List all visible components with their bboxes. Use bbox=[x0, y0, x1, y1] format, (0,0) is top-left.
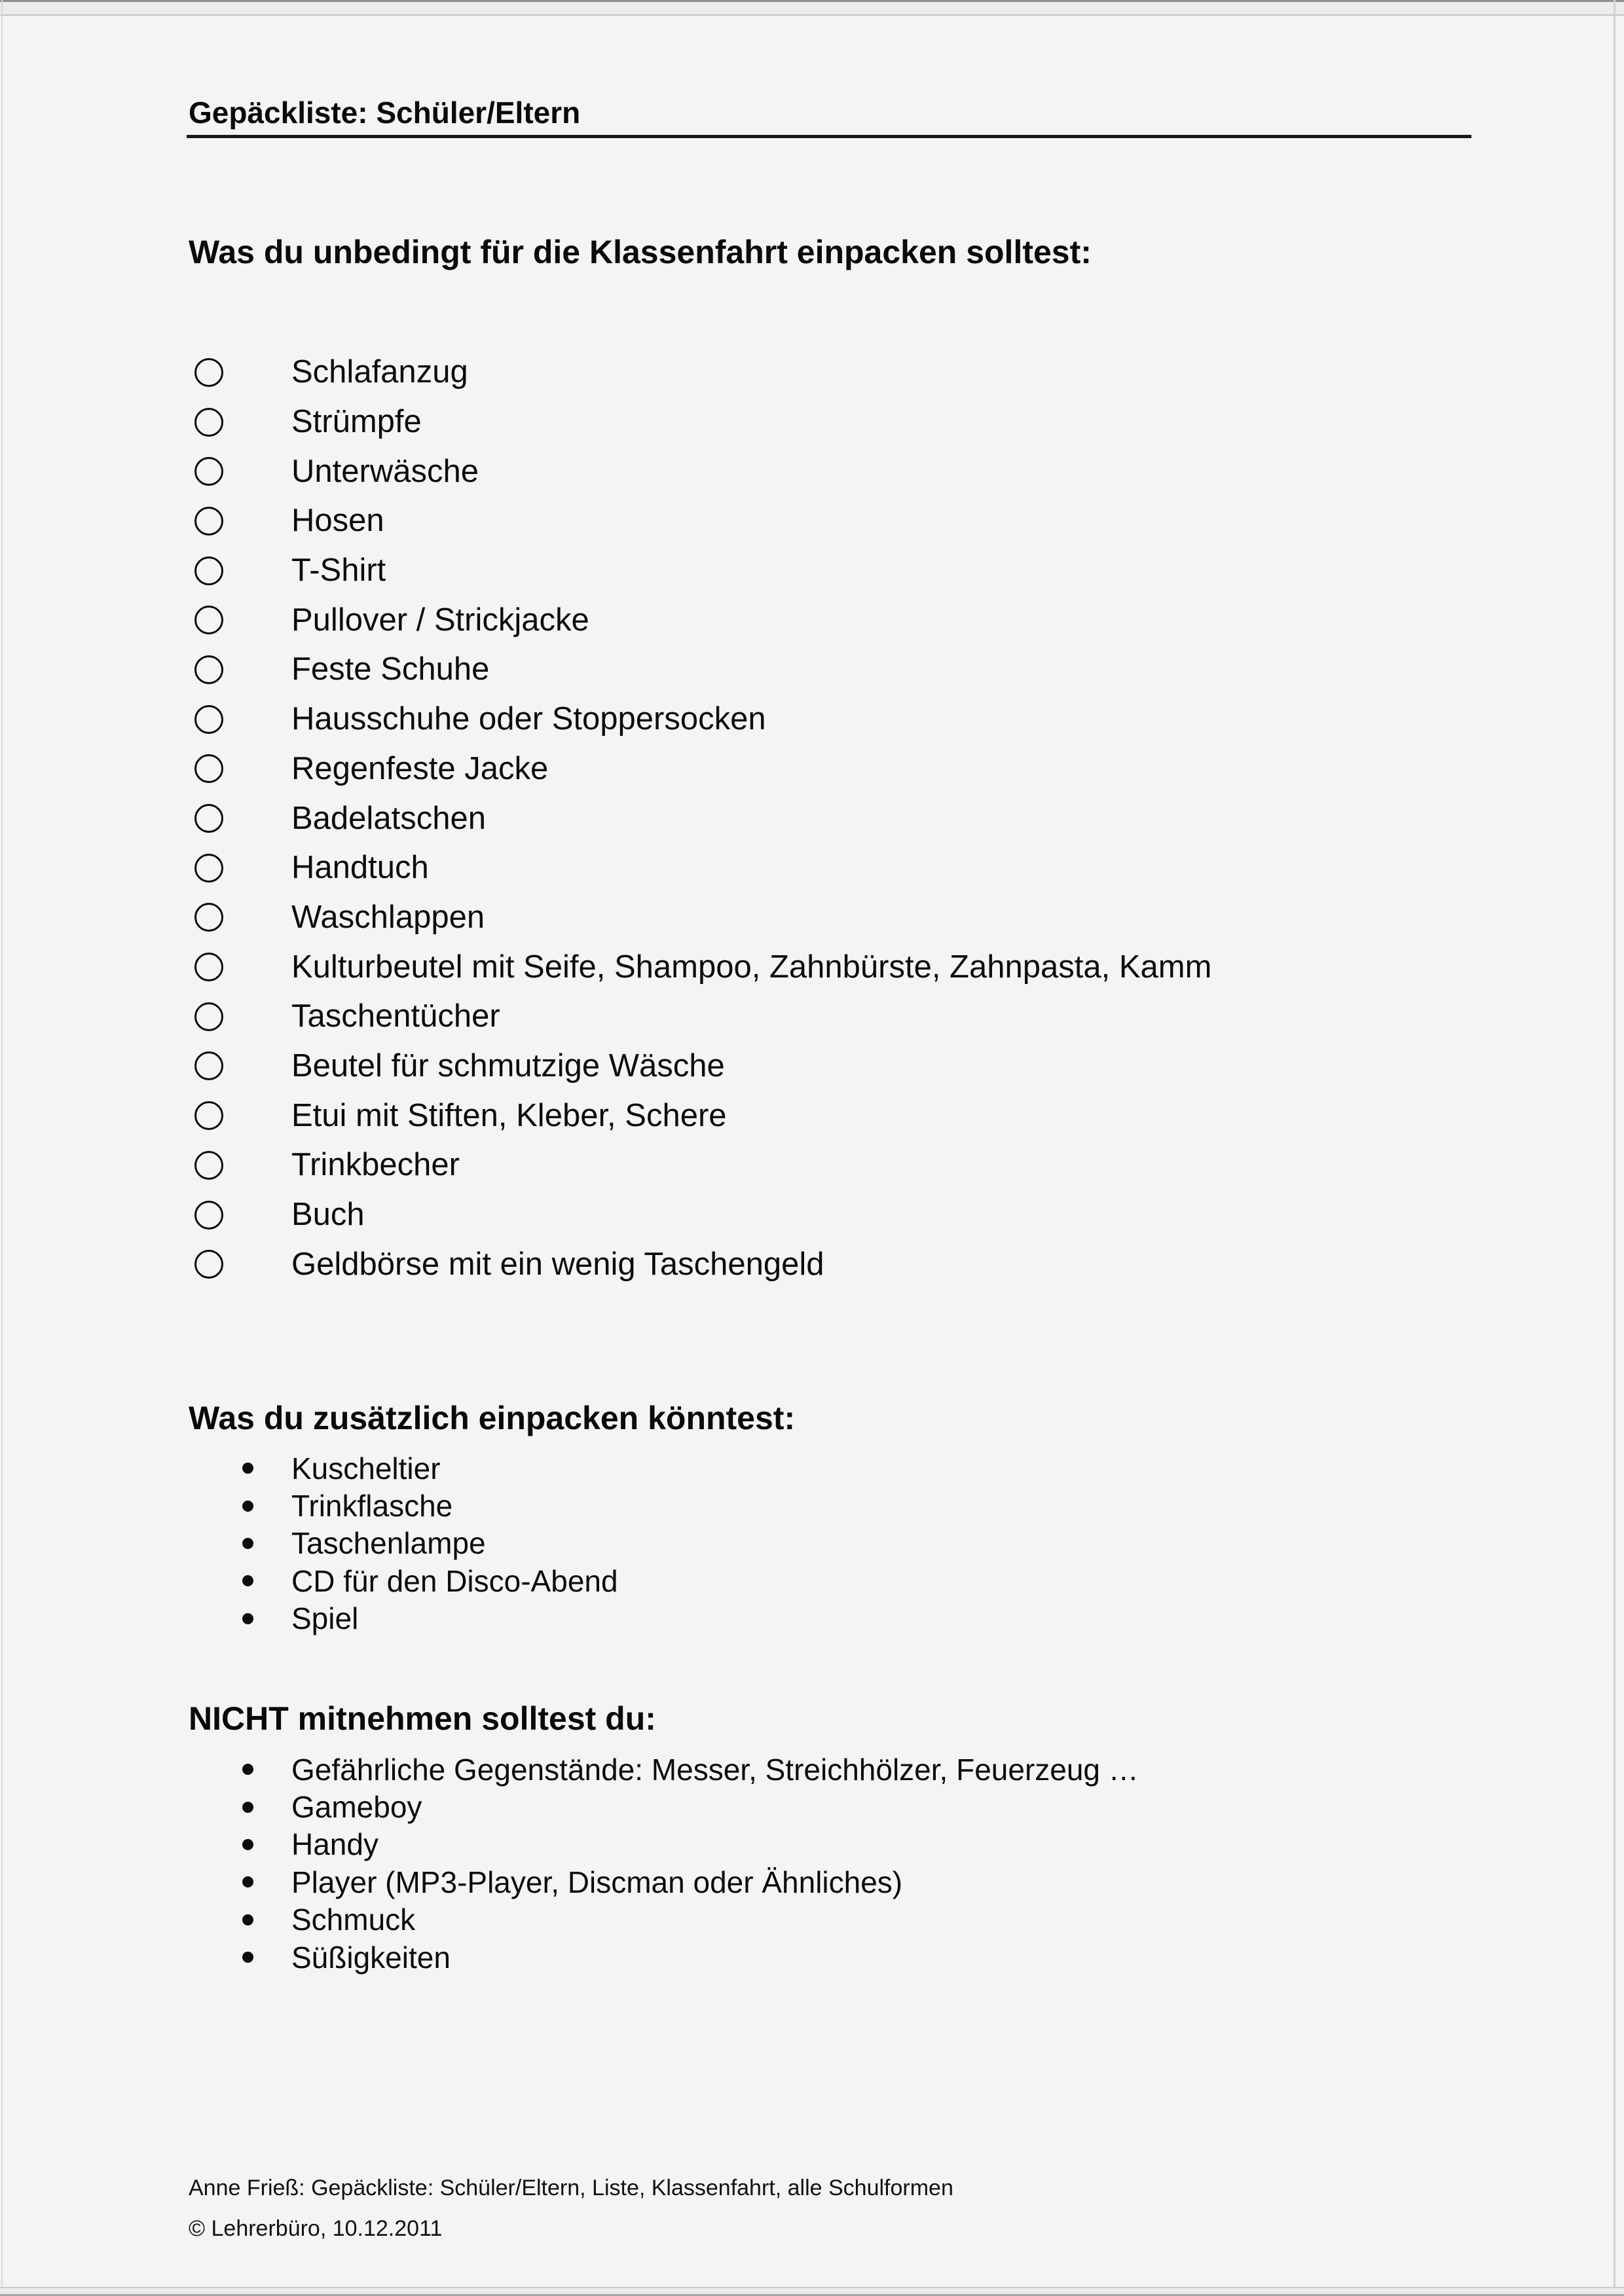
checklist-item-label: Geldbörse mit ein wenig Taschengeld bbox=[291, 1246, 824, 1282]
scan-left-edge bbox=[1, 0, 3, 2296]
bullet-item-label: Gameboy bbox=[291, 1790, 422, 1825]
scan-bottom-edge bbox=[0, 2287, 1624, 2296]
bullet-item-label: CD für den Disco-Abend bbox=[291, 1563, 618, 1598]
bullet-dot-icon bbox=[242, 1914, 253, 1925]
checkbox-circle-icon bbox=[194, 606, 223, 634]
bullet-dot-icon bbox=[242, 1463, 253, 1474]
checklist-item-label: Badelatschen bbox=[291, 800, 486, 836]
bullet-dot-icon bbox=[242, 1538, 253, 1549]
bullet-dot-icon bbox=[242, 1613, 253, 1624]
checklist-item-label: Taschentücher bbox=[291, 998, 500, 1034]
checklist-row bbox=[194, 793, 1504, 843]
checklist-item-label: Buch bbox=[291, 1197, 365, 1233]
bullet-list-row bbox=[242, 1449, 1486, 1487]
bullet-list-row bbox=[242, 1901, 1486, 1939]
checklist-row bbox=[194, 595, 1504, 645]
checklist-row bbox=[194, 695, 1504, 744]
checklist-item-label: Feste Schuhe bbox=[291, 651, 490, 687]
checklist-item-label: Kulturbeutel mit Seife, Shampoo, Zahnbürste, Zahnpasta, Kamm bbox=[291, 949, 1212, 985]
checklist-row bbox=[194, 744, 1504, 794]
footer-attribution: Anne Frieß: Gepäckliste: Schüler/Eltern, Liste, Klassenfahrt, alle Schulformen bbox=[189, 2176, 953, 2200]
checklist-row bbox=[194, 1091, 1504, 1140]
checkbox-circle-icon bbox=[194, 358, 223, 387]
bullet-list-row bbox=[242, 1600, 1486, 1637]
bullet-dot-icon bbox=[242, 1802, 253, 1813]
checklist-row bbox=[194, 843, 1504, 893]
scan-top-edge bbox=[0, 0, 1624, 16]
checklist-row bbox=[194, 446, 1504, 496]
checklist-row bbox=[194, 893, 1504, 943]
checkbox-circle-icon bbox=[194, 953, 223, 981]
checkbox-circle-icon bbox=[194, 507, 223, 536]
bullet-item-label: Handy bbox=[291, 1827, 378, 1862]
bullet-dot-icon bbox=[242, 1952, 253, 1963]
header-rule bbox=[187, 135, 1471, 138]
checkbox-circle-icon bbox=[194, 804, 223, 833]
bullet-list-row bbox=[242, 1826, 1486, 1863]
checklist-item-label: Regenfeste Jacke bbox=[291, 750, 549, 786]
checkbox-circle-icon bbox=[194, 1250, 223, 1279]
required-items-checklist bbox=[194, 348, 1504, 1289]
bullet-item-label: Gefährliche Gegenstände: Messer, Streichhölzer, Feuerzeug … bbox=[291, 1752, 1139, 1787]
checklist-item-label: Unterwäsche bbox=[291, 453, 479, 489]
checkbox-circle-icon bbox=[194, 854, 223, 883]
checkbox-circle-icon bbox=[194, 1101, 223, 1130]
checkbox-circle-icon bbox=[194, 408, 223, 437]
checkbox-circle-icon bbox=[194, 1002, 223, 1031]
footer-copyright: © Lehrerbüro, 10.12.2011 bbox=[189, 2216, 443, 2241]
bullet-list-row bbox=[242, 1863, 1486, 1901]
section-forbidden-title: NICHT mitnehmen solltest du: bbox=[189, 1700, 656, 1737]
checklist-item-label: Hosen bbox=[291, 503, 384, 539]
bullet-list-row bbox=[242, 1487, 1486, 1524]
bullet-dot-icon bbox=[242, 1839, 253, 1850]
bullet-item-label: Taschenlampe bbox=[291, 1526, 486, 1561]
checklist-row bbox=[194, 645, 1504, 695]
checkbox-circle-icon bbox=[194, 705, 223, 734]
checklist-item-label: T-Shirt bbox=[291, 553, 386, 589]
bullet-item-label: Schmuck bbox=[291, 1903, 416, 1937]
bullet-item-label: Kuscheltier bbox=[291, 1451, 441, 1485]
section-optional-title: Was du zusätzlich einpacken könntest: bbox=[189, 1400, 796, 1436]
bullet-item-label: Süßigkeiten bbox=[291, 1940, 451, 1975]
bullet-list-row bbox=[242, 1525, 1486, 1562]
checkbox-circle-icon bbox=[194, 1151, 223, 1180]
bullet-item-label: Player (MP3-Player, Discman oder Ähnliches) bbox=[291, 1865, 903, 1899]
optional-items-list bbox=[242, 1449, 1486, 1637]
checklist-item-label: Waschlappen bbox=[291, 899, 485, 935]
document-header: Gepäckliste: Schüler/Eltern bbox=[189, 96, 581, 130]
bullet-list-row bbox=[242, 1562, 1486, 1599]
checklist-item-label: Beutel für schmutzige Wäsche bbox=[291, 1048, 725, 1084]
checkbox-circle-icon bbox=[194, 556, 223, 585]
checklist-item-label: Hausschuhe oder Stoppersocken bbox=[291, 701, 766, 737]
checkbox-circle-icon bbox=[194, 1051, 223, 1080]
bullet-dot-icon bbox=[242, 1575, 253, 1586]
checklist-row bbox=[194, 546, 1504, 596]
checklist-row bbox=[194, 496, 1504, 546]
section-required-title: Was du unbedingt für die Klassenfahrt einpacken solltest: bbox=[189, 234, 1092, 270]
bullet-dot-icon bbox=[242, 1764, 253, 1775]
checkbox-circle-icon bbox=[194, 457, 223, 486]
bullet-item-label: Trinkflasche bbox=[291, 1489, 453, 1523]
checkbox-circle-icon bbox=[194, 655, 223, 684]
checklist-row bbox=[194, 992, 1504, 1042]
checklist-row bbox=[194, 1190, 1504, 1240]
checklist-item-label: Schlafanzug bbox=[291, 354, 468, 390]
bullet-item-label: Spiel bbox=[291, 1601, 359, 1636]
checkbox-circle-icon bbox=[194, 754, 223, 783]
checklist-item-label: Handtuch bbox=[291, 850, 429, 886]
checklist-item-label: Etui mit Stiften, Kleber, Schere bbox=[291, 1097, 727, 1133]
checklist-item-label: Strümpfe bbox=[291, 404, 422, 440]
checklist-row bbox=[194, 1042, 1504, 1091]
checklist-row bbox=[194, 1239, 1504, 1289]
checklist-item-label: Trinkbecher bbox=[291, 1147, 460, 1183]
bullet-dot-icon bbox=[242, 1876, 253, 1887]
bullet-list-row bbox=[242, 1939, 1486, 1976]
bullet-list-row bbox=[242, 1788, 1486, 1825]
checklist-row bbox=[194, 942, 1504, 992]
scan-right-edge bbox=[1614, 0, 1615, 2296]
checklist-row bbox=[194, 1140, 1504, 1190]
forbidden-items-list bbox=[242, 1751, 1486, 1976]
checkbox-circle-icon bbox=[194, 1201, 223, 1230]
checklist-row bbox=[194, 397, 1504, 447]
checklist-item-label: Pullover / Strickjacke bbox=[291, 602, 589, 638]
bullet-dot-icon bbox=[242, 1501, 253, 1512]
checklist-row bbox=[194, 348, 1504, 397]
bullet-list-row bbox=[242, 1751, 1486, 1788]
checkbox-circle-icon bbox=[194, 903, 223, 932]
